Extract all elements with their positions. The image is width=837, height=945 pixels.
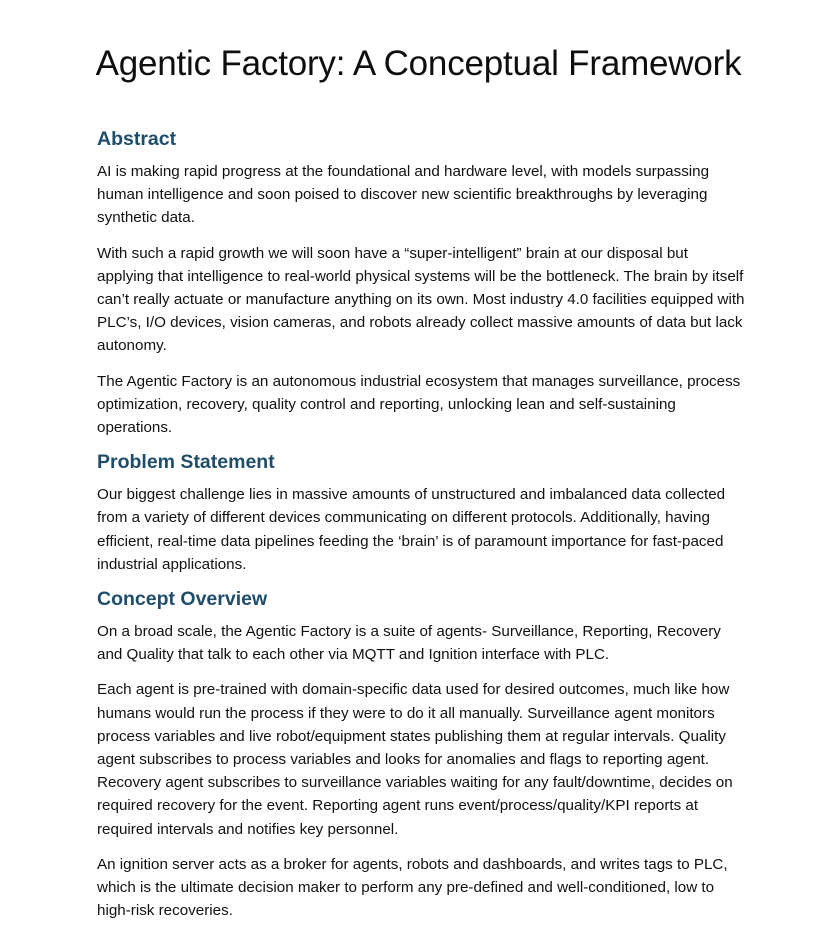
section-abstract: [97, 126, 745, 439]
paragraph: With such a rapid growth we will soon have a “super-intelligent” brain at our disposal but applying that intelligence to real-world physical systems will be the bottleneck. The brain by itself can’t really actuate or manufacture anything on its own. Most industry 4.0 facilities equipped with PLC’s, I/O devices, vision cameras, and robots already collect massive amounts of data but lack autonomy.: [97, 244, 745, 355]
section-problem-statement: [97, 449, 745, 576]
section-heading: Problem Statement: [97, 451, 275, 474]
document-title: Agentic Factory: A Conceptual Framework: [95, 44, 742, 83]
section-heading: Abstract: [97, 128, 177, 150]
paragraph: An ignition server acts as a broker for agents, robots and dashboards, and writes tags to PLC, which is the ultimate decision maker to perform any pre-defined and well-conditioned, low to high-risk recoveries.: [97, 855, 728, 920]
paragraph: Each agent is pre-trained with domain-specific data used for desired outcomes, much like how humans would run the process if they were to do it all manually. Surveillance agent monitors process variables and live robot/equipment states publishing them at regular intervals. Quality agent subscribes to process variables and looks for anomalies and flags to reporting agent. Recovery agent subscribes to surveillance variables waiting for any fault/downtime, decides on required recovery for the event. Reporting agent runs event/process/quality/KPI reports at required intervals and notifies key personnel.: [97, 681, 733, 838]
paragraph: Our biggest challenge lies in massive amounts of unstructured and imbalanced data collected from a variety of different devices communicating on different protocols. Additionally, having efficient, real-time data pipelines feeding the ‘brain’ is of paramount importance for fast-paced industrial applications.: [97, 486, 726, 573]
document-body: [97, 126, 745, 934]
section-concept-overview: [97, 586, 745, 922]
paragraph: On a broad scale, the Agentic Factory is a suite of agents- Surveillance, Reporting, Recovery and Quality that talk to each other via MQTT and Ignition interface with PLC.: [97, 623, 721, 664]
paragraph: The Agentic Factory is an autonomous industrial ecosystem that manages surveillance, process optimization, recovery, quality control and reporting, unlocking lean and self-sustaining operations.: [97, 372, 741, 437]
paragraph: AI is making rapid progress at the foundational and hardware level, with models surpassing human intelligence and soon poised to discover new scientific breakthroughs by leveraging synthetic data.: [97, 163, 710, 227]
section-heading: Concept Overview: [97, 588, 268, 611]
